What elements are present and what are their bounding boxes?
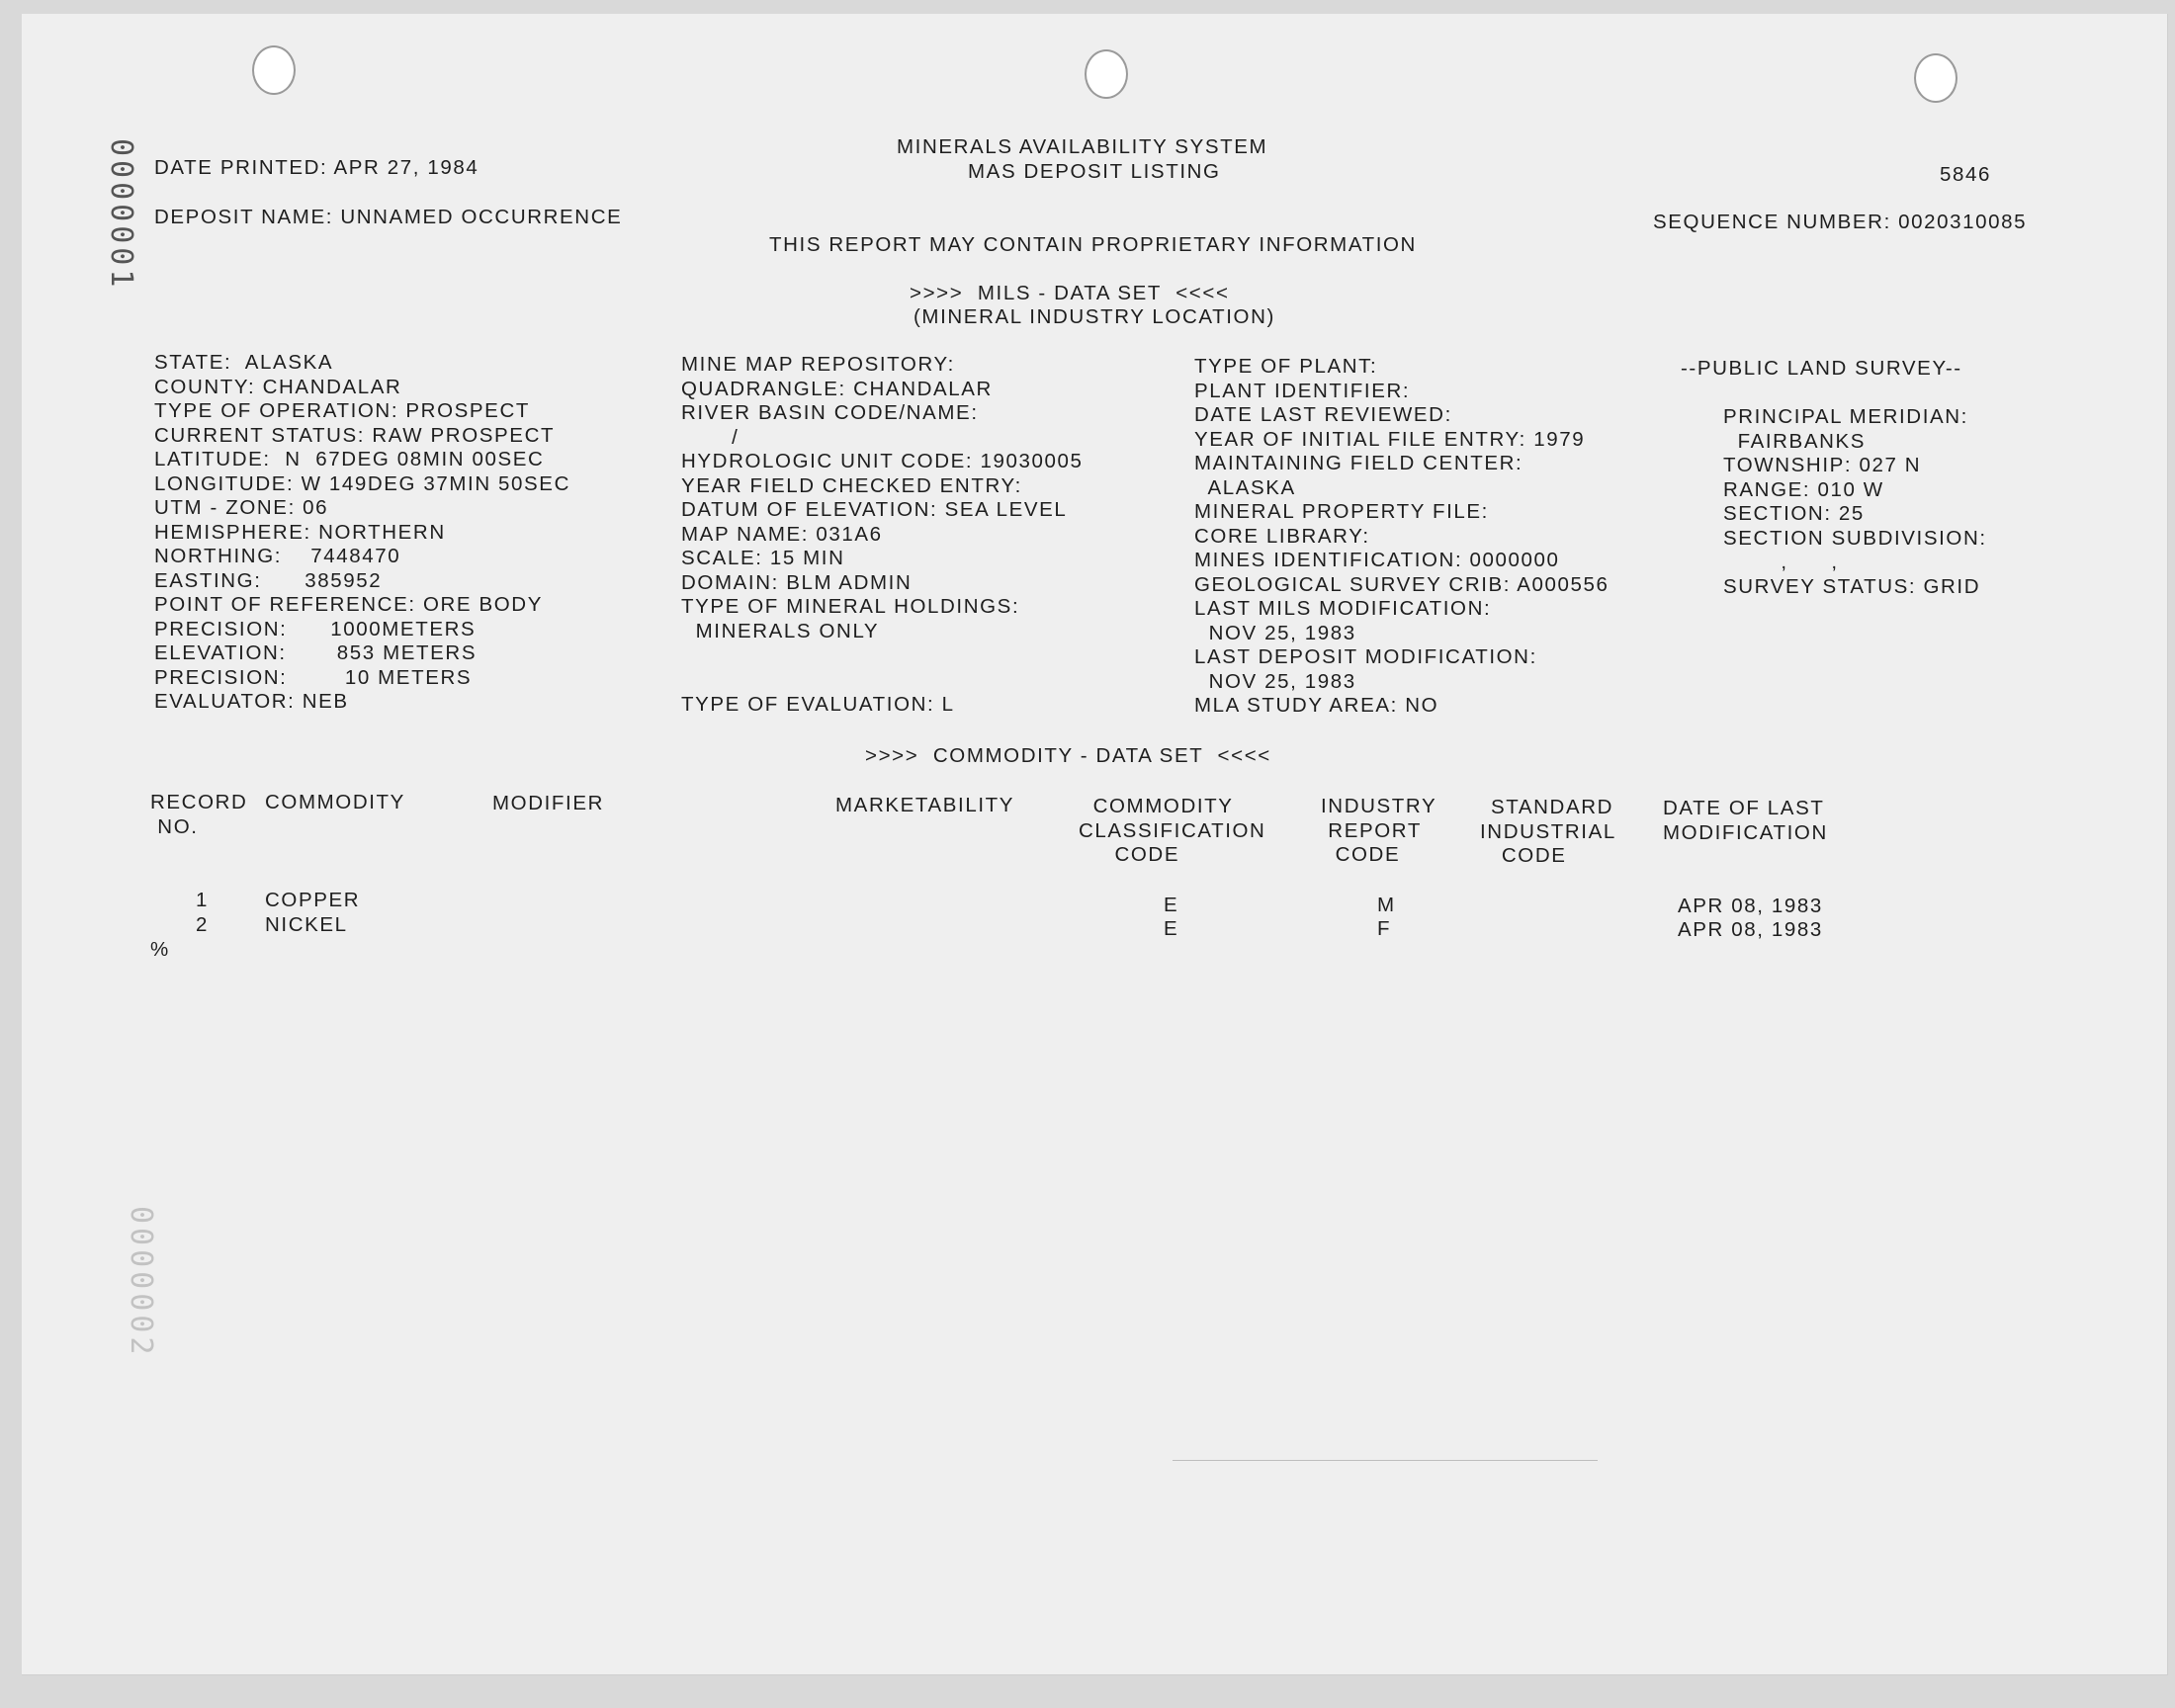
field-type-of-plant: TYPE OF PLANT: (1194, 355, 1378, 378)
field-section: SECTION: 25 (1723, 502, 1865, 525)
field-hemisphere: HEMISPHERE: NORTHERN (154, 521, 446, 544)
mils-section-subtitle: (MINERAL INDUSTRY LOCATION) (914, 305, 1275, 328)
header-standard-industrial-line2: INDUSTRIAL (1480, 820, 1616, 843)
field-range: RANGE: 010 W (1723, 478, 1884, 501)
field-mine-map-repository: MINE MAP REPOSITORY: (681, 353, 955, 376)
field-section-subdivision: SECTION SUBDIVISION: (1723, 527, 1987, 550)
header-record-no-line2: NO. (150, 815, 199, 838)
end-of-record-mark: % (150, 938, 170, 961)
field-mines-identification: MINES IDENTIFICATION: 0000000 (1194, 549, 1560, 571)
field-utm-zone: UTM - ZONE: 06 (154, 496, 329, 519)
header-modifier: MODIFIER (492, 792, 605, 814)
row-classification-code: E (1164, 917, 1179, 940)
header-date-last-modification: DATE OF LAST (1663, 797, 1825, 819)
field-section-subdivision-value: , , (1723, 551, 1839, 573)
binder-hole-right (1914, 53, 1958, 103)
row-date-last-modification: APR 08, 1983 (1678, 895, 1823, 917)
header-industry-report: INDUSTRY (1321, 795, 1437, 817)
field-northing: NORTHING: 7448470 (154, 545, 401, 567)
deposit-name: DEPOSIT NAME: UNNAMED OCCURRENCE (154, 206, 623, 228)
binder-hole-center (1085, 49, 1128, 99)
field-precision-location: PRECISION: 1000METERS (154, 618, 477, 640)
field-longitude: LONGITUDE: W 149DEG 37MIN 50SEC (154, 472, 570, 495)
field-mineral-property-file: MINERAL PROPERTY FILE: (1194, 500, 1489, 523)
page-number: 5846 (1940, 163, 1992, 186)
field-maintaining-field-center: MAINTAINING FIELD CENTER: (1194, 452, 1523, 474)
row-industry-report-code: M (1377, 894, 1396, 916)
row-record-no: 2 (196, 913, 210, 936)
field-elevation: ELEVATION: 853 METERS (154, 641, 478, 664)
field-current-status: CURRENT STATUS: RAW PROSPECT (154, 424, 556, 447)
field-river-basin-value: / (681, 426, 740, 449)
field-precision-elevation: PRECISION: 10 METERS (154, 666, 473, 689)
header-standard-industrial: STANDARD (1491, 796, 1614, 818)
field-point-of-reference: POINT OF REFERENCE: ORE BODY (154, 593, 543, 616)
field-township: TOWNSHIP: 027 N (1723, 454, 1922, 476)
field-core-library: CORE LIBRARY: (1194, 525, 1370, 548)
field-hydrologic-unit-code: HYDROLOGIC UNIT CODE: 19030005 (681, 450, 1084, 472)
row-date-last-modification: APR 08, 1983 (1678, 918, 1823, 941)
field-last-deposit-modification: LAST DEPOSIT MODIFICATION: (1194, 645, 1537, 668)
field-county: COUNTY: CHANDALAR (154, 376, 402, 398)
mils-section-title: >>>> MILS - DATA SET <<<< (910, 282, 1230, 304)
header-date-last-modification-line2: MODIFICATION (1663, 821, 1828, 844)
field-latitude: LATITUDE: N 67DEG 08MIN 00SEC (154, 448, 545, 470)
sequence-number: SEQUENCE NUMBER: 0020310085 (1653, 211, 2028, 233)
proprietary-notice: THIS REPORT MAY CONTAIN PROPRIETARY INFORMATION (769, 233, 1417, 256)
field-mla-study-area: MLA STUDY AREA: NO (1194, 694, 1439, 717)
field-quadrangle: QUADRANGLE: CHANDALAR (681, 378, 993, 400)
field-map-name: MAP NAME: 031A6 (681, 523, 883, 546)
field-easting: EASTING: 385952 (154, 569, 383, 592)
field-last-mils-modification: LAST MILS MODIFICATION: (1194, 597, 1492, 620)
header-classification-line2: CLASSIFICATION (1079, 819, 1266, 842)
header-commodity: COMMODITY (265, 791, 405, 813)
field-last-deposit-modification-value: NOV 25, 1983 (1194, 670, 1356, 693)
field-principal-meridian-value: FAIRBANKS (1723, 430, 1867, 453)
field-datum-of-elevation: DATUM OF ELEVATION: SEA LEVEL (681, 498, 1068, 521)
row-industry-report-code: F (1377, 917, 1392, 940)
field-scale: SCALE: 15 MIN (681, 547, 845, 569)
field-state: STATE: ALASKA (154, 351, 334, 374)
date-printed: DATE PRINTED: APR 27, 1984 (154, 156, 479, 179)
field-principal-meridian: PRINCIPAL MERIDIAN: (1723, 405, 1968, 428)
field-survey-status: SURVEY STATUS: GRID (1723, 575, 1981, 598)
field-maintaining-field-center-value: ALASKA (1194, 476, 1296, 499)
header-record-no: RECORD (150, 791, 248, 813)
field-geological-survey-crib: GEOLOGICAL SURVEY CRIB: A000556 (1194, 573, 1610, 596)
field-river-basin: RIVER BASIN CODE/NAME: (681, 401, 979, 424)
faint-rule-line (1173, 1460, 1598, 1461)
row-record-no: 1 (196, 889, 210, 911)
header-standard-industrial-line3: CODE (1480, 844, 1567, 867)
header-industry-report-line2: REPORT (1321, 819, 1422, 842)
land-survey-title: --PUBLIC LAND SURVEY-- (1681, 357, 1962, 380)
commodity-section-title: >>>> COMMODITY - DATA SET <<<< (865, 744, 1271, 767)
header-marketability: MARKETABILITY (835, 794, 1015, 816)
field-operation-type: TYPE OF OPERATION: PROSPECT (154, 399, 530, 422)
field-last-mils-modification-value: NOV 25, 1983 (1194, 622, 1356, 644)
field-initial-file-entry: YEAR OF INITIAL FILE ENTRY: 1979 (1194, 428, 1586, 451)
system-title: MINERALS AVAILABILITY SYSTEM (897, 135, 1268, 158)
margin-frame-number-upper: 0000001 (104, 138, 138, 292)
field-mineral-holdings: TYPE OF MINERAL HOLDINGS: (681, 595, 1020, 618)
field-plant-identifier: PLANT IDENTIFIER: (1194, 380, 1411, 402)
row-commodity: COPPER (265, 889, 361, 911)
header-classification-line3: CODE (1079, 843, 1180, 866)
header-classification: COMMODITY (1079, 795, 1234, 817)
row-classification-code: E (1164, 894, 1179, 916)
field-year-field-checked: YEAR FIELD CHECKED ENTRY: (681, 474, 1022, 497)
header-industry-report-line3: CODE (1321, 843, 1401, 866)
field-mineral-holdings-value: MINERALS ONLY (681, 620, 880, 642)
binder-hole-left (252, 45, 296, 95)
margin-frame-number-lower: 0000002 (124, 1206, 158, 1359)
field-date-last-reviewed: DATE LAST REVIEWED: (1194, 403, 1452, 426)
row-commodity: NICKEL (265, 913, 348, 936)
field-evaluator: EVALUATOR: NEB (154, 690, 349, 713)
field-type-of-evaluation: TYPE OF EVALUATION: L (681, 693, 955, 716)
listing-title: MAS DEPOSIT LISTING (968, 160, 1221, 183)
field-domain: DOMAIN: BLM ADMIN (681, 571, 913, 594)
